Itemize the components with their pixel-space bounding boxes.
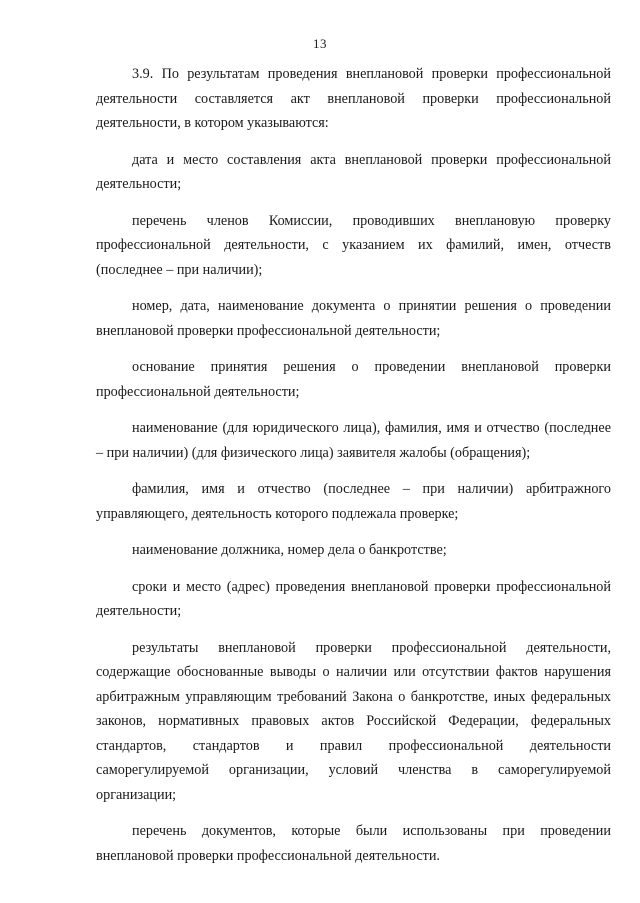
list-item-complainant: наименование (для юридического лица), фамилия, имя и отчество (последнее – при наличии) (для физического лица) заявителя жалобы (обращения); (96, 420, 611, 461)
list-item-documents-used: перечень документов, которые были использованы при проведении внеплановой проверки профессиональной деятельности. (96, 823, 611, 864)
list-item-arbitration-manager: фамилия, имя и отчество (последнее – при наличии) арбитражного управляющего, деятельность которого подлежала проверке; (96, 481, 611, 522)
paragraph-3-9-intro: 3.9. По результатам проведения внеплановой проверки профессиональной деятельности составляется акт внеплановой проверки профессиональной деятельности, в котором указываются: (96, 66, 611, 131)
list-item-results: результаты внеплановой проверки профессиональной деятельности, содержащие обоснованные выводы о наличии или отсутствии фактов нарушения арбитражным управляющим требований Закона о банкротстве, иных федеральных законов, нормативных правовых актов Российской Федерации, федеральных стандартов, стандартов и правил профессиональной деятельности саморегулируемой организации, условий членства в саморегулируемой организации; (96, 639, 611, 803)
list-item-commission-members: перечень членов Комиссии, проводивших внеплановую проверку профессиональной деятельности, с указанием их фамилий, имен, отчеств (последнее – при наличии); (96, 212, 611, 278)
page-number: 13 (313, 36, 327, 51)
list-item-decision-document: номер, дата, наименование документа о принятии решения о проведении внеплановой проверки профессиональной деятельности; (96, 298, 611, 339)
list-item-debtor-case: наименование должника, номер дела о банкротстве; (132, 542, 447, 558)
document-body (96, 62, 611, 880)
list-item-date-place: дата и место составления акта внеплановой проверки профессиональной деятельности; (96, 151, 611, 192)
list-item-terms-place: сроки и место (адрес) проведения внеплановой проверки профессиональной деятельности; (96, 578, 611, 619)
list-item-decision-grounds: основание принятия решения о проведении внеплановой проверки профессиональной деятельности; (96, 359, 611, 400)
